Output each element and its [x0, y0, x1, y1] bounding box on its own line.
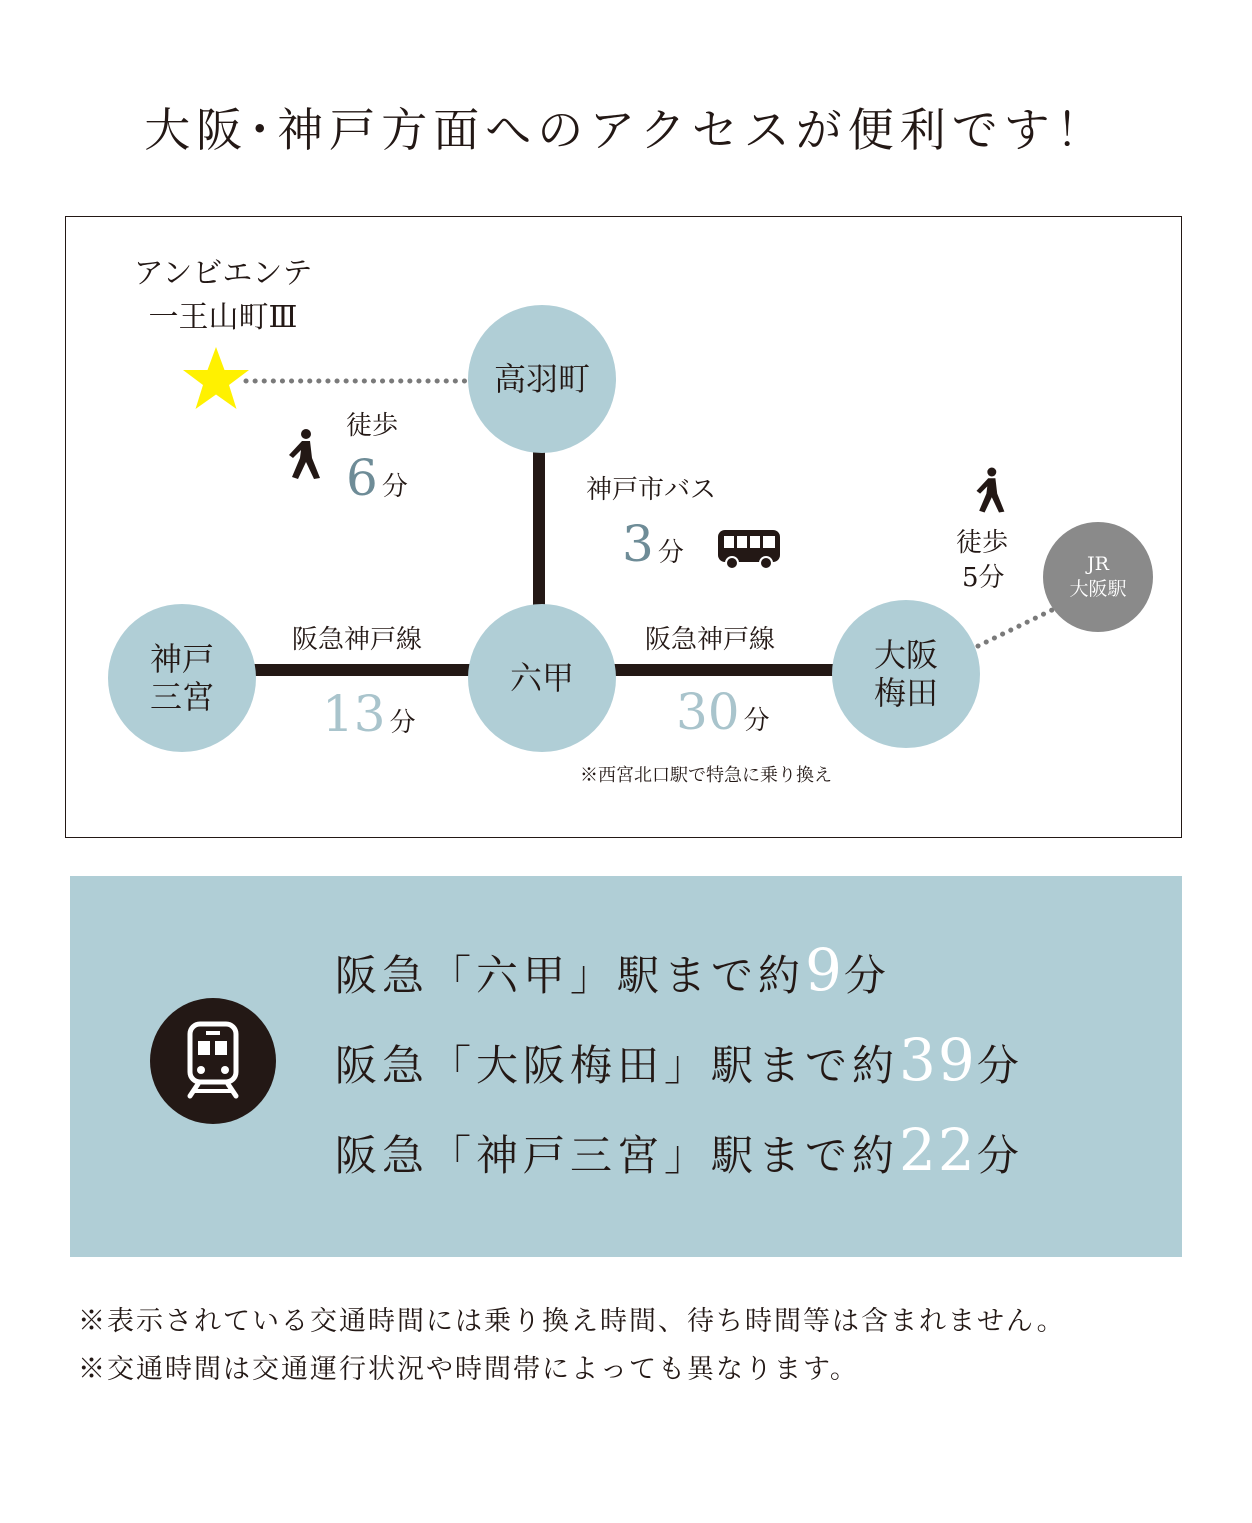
- walk-left-unit: 分: [381, 472, 408, 502]
- property-name-line2: 一王山町Ⅲ: [148, 300, 298, 335]
- station-osaka-umeda: [832, 600, 980, 748]
- station-osaka-umeda-line2: 梅田: [873, 674, 938, 712]
- walk-left-minutes: 6: [346, 449, 378, 507]
- hankyu-line-left: [245, 664, 477, 676]
- transfer-note: ※西宮北口駅で特急に乗り換え: [580, 765, 832, 786]
- segment-right-time: [676, 682, 770, 754]
- access-prefix-umeda: 阪急「大阪梅田」駅まで約: [335, 1041, 900, 1090]
- station-osaka-umeda-line1: 大阪: [873, 636, 938, 674]
- walk-right-label: 徒歩: [956, 528, 1009, 558]
- segment-right-unit: 分: [743, 706, 770, 736]
- access-line-rokko: [335, 936, 891, 1006]
- segment-right-label: 阪急神戸線: [645, 625, 776, 655]
- bus-label: 神戸市バス: [586, 475, 717, 505]
- access-unit-sannomiya: 分: [976, 1131, 1024, 1180]
- station-rokko-label: 六甲: [509, 659, 574, 697]
- station-rokko: [468, 604, 616, 752]
- access-prefix-rokko: 阪急「六甲」駅まで約: [335, 951, 806, 1000]
- bus-minutes: 3: [622, 515, 654, 573]
- train-icon: [150, 998, 276, 1124]
- station-takahacho-label: 高羽町: [493, 360, 590, 398]
- footnote-2: ※交通時間は交通運行状況や時間帯によっても異なります。: [78, 1354, 859, 1385]
- property-name-line1: アンビエンテ: [133, 256, 313, 291]
- access-minutes-rokko: 9: [805, 936, 844, 1004]
- access-prefix-sannomiya: 阪急「神戸三宮」駅まで約: [335, 1131, 900, 1180]
- footnote-1: ※表示されている交通時間には乗り換え時間、待ち時間等は含まれません。: [78, 1306, 1066, 1337]
- station-jr-osaka: [1043, 522, 1153, 632]
- train-badge: [150, 998, 276, 1124]
- walk-left-time: [346, 448, 408, 520]
- segment-left-time: [322, 684, 416, 756]
- bus-route-line: [533, 450, 545, 610]
- station-jr-osaka-line1: JR: [1087, 553, 1109, 575]
- segment-left-unit: 分: [389, 708, 416, 738]
- walk-dotted-line: [242, 374, 474, 388]
- segment-right-minutes: 30: [676, 683, 740, 741]
- station-kobe-sannomiya: [108, 604, 256, 752]
- property-name: [118, 252, 328, 340]
- segment-left-label: 阪急神戸線: [292, 625, 423, 655]
- station-kobe-sannomiya-line2: 三宮: [149, 678, 214, 716]
- page-title: 大阪･神戸方面へのアクセスが便利です！: [144, 103, 1108, 157]
- walk-dotted-line-jr: [972, 604, 1058, 652]
- access-unit-rokko: 分: [843, 951, 891, 1000]
- access-minutes-sannomiya: 22: [899, 1116, 977, 1184]
- walking-person-icon: [284, 428, 324, 480]
- bus-time: [622, 514, 684, 586]
- access-line-umeda: [335, 1026, 1024, 1096]
- bus-icon: [716, 528, 782, 570]
- access-minutes-umeda: 39: [899, 1026, 977, 1094]
- segment-left-minutes: 13: [322, 685, 386, 743]
- access-unit-umeda: 分: [976, 1041, 1024, 1090]
- walk-left-label: 徒歩: [346, 411, 399, 441]
- bus-unit: 分: [657, 538, 684, 568]
- access-line-sannomiya: [335, 1116, 1024, 1186]
- station-kobe-sannomiya-line1: 神戸: [149, 640, 214, 678]
- walking-person-icon-right: [972, 466, 1008, 514]
- hankyu-line-right: [605, 664, 837, 676]
- station-takahacho: [468, 305, 616, 453]
- walk-right-time: 5分: [962, 563, 1005, 593]
- station-jr-osaka-line2: 大阪駅: [1069, 578, 1127, 600]
